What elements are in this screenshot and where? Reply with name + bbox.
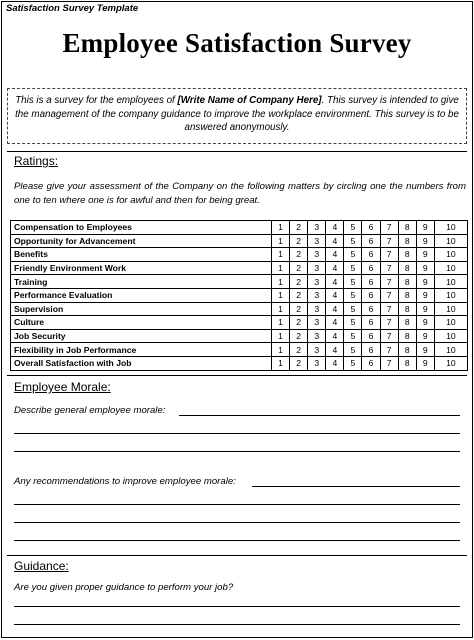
rating-item-label: Friendly Environment Work [11, 261, 272, 275]
rating-option[interactable]: 2 [290, 316, 308, 330]
answer-line[interactable] [252, 486, 460, 487]
rating-item-label: Training [11, 275, 272, 289]
rating-option[interactable]: 7 [380, 288, 398, 302]
rating-option[interactable]: 4 [326, 261, 344, 275]
rating-option[interactable]: 9 [416, 234, 434, 248]
rating-option[interactable]: 3 [308, 288, 326, 302]
rating-option[interactable]: 1 [272, 221, 290, 235]
rating-option[interactable]: 2 [290, 288, 308, 302]
rating-option[interactable]: 6 [362, 288, 380, 302]
answer-line[interactable] [14, 624, 460, 625]
rating-item-label: Job Security [11, 329, 272, 343]
survey-page [1, 1, 473, 638]
rating-option[interactable]: 6 [362, 248, 380, 262]
ratings-divider [7, 151, 467, 152]
rating-option[interactable]: 6 [362, 234, 380, 248]
rating-option[interactable]: 2 [290, 302, 308, 316]
rating-option[interactable]: 4 [326, 221, 344, 235]
rating-option[interactable]: 8 [398, 343, 416, 357]
rating-option[interactable]: 4 [326, 302, 344, 316]
rating-option[interactable]: 3 [308, 234, 326, 248]
rating-option[interactable]: 3 [308, 221, 326, 235]
rating-item-label: Compensation to Employees [11, 221, 272, 235]
answer-line[interactable] [14, 504, 460, 505]
rating-option[interactable]: 6 [362, 356, 380, 370]
answer-line[interactable] [14, 433, 460, 434]
rating-row [11, 234, 468, 248]
ratings-heading: Ratings: [14, 154, 59, 168]
guidance-divider [7, 555, 467, 556]
rating-option[interactable]: 4 [326, 343, 344, 357]
rating-option[interactable]: 7 [380, 329, 398, 343]
rating-option[interactable]: 10 [434, 288, 467, 302]
intro-text-after: . This survey is intended to give the management of the company guidance to improve the workplace environment. This survey is to be answered anonymously. [15, 95, 459, 133]
rating-option[interactable]: 7 [380, 316, 398, 330]
rating-option[interactable]: 8 [398, 248, 416, 262]
rating-option[interactable]: 8 [398, 275, 416, 289]
rating-option[interactable]: 5 [344, 248, 362, 262]
rating-option[interactable]: 2 [290, 356, 308, 370]
rating-option[interactable]: 5 [344, 356, 362, 370]
rating-item-label: Flexibility in Job Performance [11, 343, 272, 357]
rating-option[interactable]: 4 [326, 275, 344, 289]
rating-option[interactable]: 3 [308, 248, 326, 262]
answer-line[interactable] [14, 540, 460, 541]
rating-option[interactable]: 7 [380, 261, 398, 275]
rating-option[interactable]: 10 [434, 261, 467, 275]
rating-option[interactable]: 8 [398, 261, 416, 275]
rating-option[interactable]: 7 [380, 356, 398, 370]
rating-option[interactable]: 6 [362, 221, 380, 235]
page-title: Employee Satisfaction Survey [62, 28, 412, 58]
rating-row [11, 302, 468, 316]
rating-option[interactable]: 7 [380, 302, 398, 316]
rating-option[interactable]: 1 [272, 329, 290, 343]
answer-line[interactable] [14, 606, 460, 607]
rating-option[interactable]: 8 [398, 356, 416, 370]
rating-row [11, 329, 468, 343]
rating-option[interactable]: 7 [380, 275, 398, 289]
answer-line[interactable] [14, 522, 460, 523]
rating-option[interactable]: 1 [272, 248, 290, 262]
rating-option[interactable]: 1 [272, 316, 290, 330]
rating-option[interactable]: 10 [434, 248, 467, 262]
rating-option[interactable]: 4 [326, 329, 344, 343]
rating-option[interactable]: 4 [326, 356, 344, 370]
rating-option[interactable]: 8 [398, 316, 416, 330]
rating-option[interactable]: 2 [290, 234, 308, 248]
rating-option[interactable]: 2 [290, 343, 308, 357]
rating-option[interactable]: 10 [434, 275, 467, 289]
rating-item-label: Culture [11, 316, 272, 330]
ratings-table [10, 220, 468, 371]
rating-option[interactable]: 6 [362, 316, 380, 330]
morale-question-1: Describe general employee morale: [14, 405, 166, 416]
rating-option[interactable]: 5 [344, 221, 362, 235]
answer-line[interactable] [179, 415, 460, 416]
intro-box [7, 88, 467, 144]
intro-text-before: This is a survey for the employees of [15, 95, 178, 106]
rating-item-label: Opportunity for Advancement [11, 234, 272, 248]
rating-option[interactable]: 2 [290, 221, 308, 235]
rating-option[interactable]: 2 [290, 275, 308, 289]
rating-option[interactable]: 5 [344, 288, 362, 302]
rating-option[interactable]: 7 [380, 221, 398, 235]
rating-option[interactable]: 10 [434, 356, 467, 370]
morale-heading: Employee Morale: [14, 380, 111, 394]
rating-option[interactable]: 8 [398, 288, 416, 302]
rating-option[interactable]: 5 [344, 316, 362, 330]
rating-row [11, 356, 468, 370]
rating-row [11, 248, 468, 262]
rating-option[interactable]: 8 [398, 329, 416, 343]
rating-option[interactable]: 4 [326, 234, 344, 248]
rating-option[interactable]: 1 [272, 356, 290, 370]
rating-row [11, 316, 468, 330]
rating-row [11, 275, 468, 289]
rating-option[interactable]: 9 [416, 356, 434, 370]
rating-option[interactable]: 1 [272, 261, 290, 275]
rating-option[interactable]: 10 [434, 329, 467, 343]
rating-option[interactable]: 3 [308, 275, 326, 289]
rating-row [11, 261, 468, 275]
rating-option[interactable]: 1 [272, 275, 290, 289]
rating-option[interactable]: 2 [290, 261, 308, 275]
rating-option[interactable]: 9 [416, 248, 434, 262]
rating-option[interactable]: 9 [416, 329, 434, 343]
rating-option[interactable]: 6 [362, 302, 380, 316]
rating-item-label: Supervision [11, 302, 272, 316]
rating-option[interactable]: 5 [344, 261, 362, 275]
rating-option[interactable]: 5 [344, 302, 362, 316]
rating-option[interactable]: 4 [326, 248, 344, 262]
rating-option[interactable]: 1 [272, 343, 290, 357]
answer-line[interactable] [14, 451, 460, 452]
rating-option[interactable]: 6 [362, 275, 380, 289]
rating-option[interactable]: 8 [398, 302, 416, 316]
rating-option[interactable]: 6 [362, 329, 380, 343]
rating-row [11, 288, 468, 302]
rating-option[interactable]: 3 [308, 343, 326, 357]
morale-question-2: Any recommendations to improve employee morale: [14, 476, 236, 487]
rating-option[interactable]: 9 [416, 261, 434, 275]
rating-option[interactable]: 9 [416, 221, 434, 235]
rating-option[interactable]: 3 [308, 316, 326, 330]
rating-option[interactable]: 9 [416, 275, 434, 289]
rating-option[interactable]: 9 [416, 316, 434, 330]
rating-option[interactable]: 4 [326, 316, 344, 330]
rating-option[interactable]: 9 [416, 343, 434, 357]
rating-option[interactable]: 5 [344, 234, 362, 248]
rating-option[interactable]: 8 [398, 234, 416, 248]
rating-item-label: Performance Evaluation [11, 288, 272, 302]
rating-option[interactable]: 3 [308, 329, 326, 343]
rating-option[interactable]: 10 [434, 343, 467, 357]
rating-option[interactable]: 5 [344, 343, 362, 357]
rating-option[interactable]: 10 [434, 302, 467, 316]
rating-option[interactable]: 8 [398, 221, 416, 235]
rating-option[interactable]: 1 [272, 288, 290, 302]
rating-option[interactable]: 2 [290, 248, 308, 262]
rating-option[interactable]: 3 [308, 356, 326, 370]
ratings-instructions: Please give your assessment of the Company on the following matters by circling one the numbers from one to ten where one is for awful and then for being great. [14, 181, 466, 206]
rating-item-label: Benefits [11, 248, 272, 262]
rating-option[interactable]: 3 [308, 261, 326, 275]
rating-item-label: Overall Satisfaction with Job [11, 356, 272, 370]
rating-option[interactable]: 6 [362, 343, 380, 357]
rating-option[interactable]: 7 [380, 343, 398, 357]
rating-option[interactable]: 1 [272, 302, 290, 316]
rating-row [11, 221, 468, 235]
rating-option[interactable]: 9 [416, 288, 434, 302]
rating-option[interactable]: 7 [380, 234, 398, 248]
rating-option[interactable]: 5 [344, 275, 362, 289]
rating-option[interactable]: 5 [344, 329, 362, 343]
rating-option[interactable]: 6 [362, 261, 380, 275]
rating-option[interactable]: 4 [326, 288, 344, 302]
rating-option[interactable]: 10 [434, 221, 467, 235]
rating-row [11, 343, 468, 357]
guidance-question-1: Are you given proper guidance to perform your job? [14, 582, 234, 593]
template-title: Satisfaction Survey Template [6, 3, 139, 14]
morale-divider [7, 375, 467, 376]
rating-option[interactable]: 10 [434, 316, 467, 330]
rating-option[interactable]: 1 [272, 234, 290, 248]
rating-option[interactable]: 10 [434, 234, 467, 248]
company-name-placeholder[interactable]: [Write Name of Company Here] [177, 95, 322, 106]
guidance-heading: Guidance: [14, 559, 69, 573]
rating-option[interactable]: 9 [416, 302, 434, 316]
rating-option[interactable]: 2 [290, 329, 308, 343]
rating-option[interactable]: 7 [380, 248, 398, 262]
rating-option[interactable]: 3 [308, 302, 326, 316]
